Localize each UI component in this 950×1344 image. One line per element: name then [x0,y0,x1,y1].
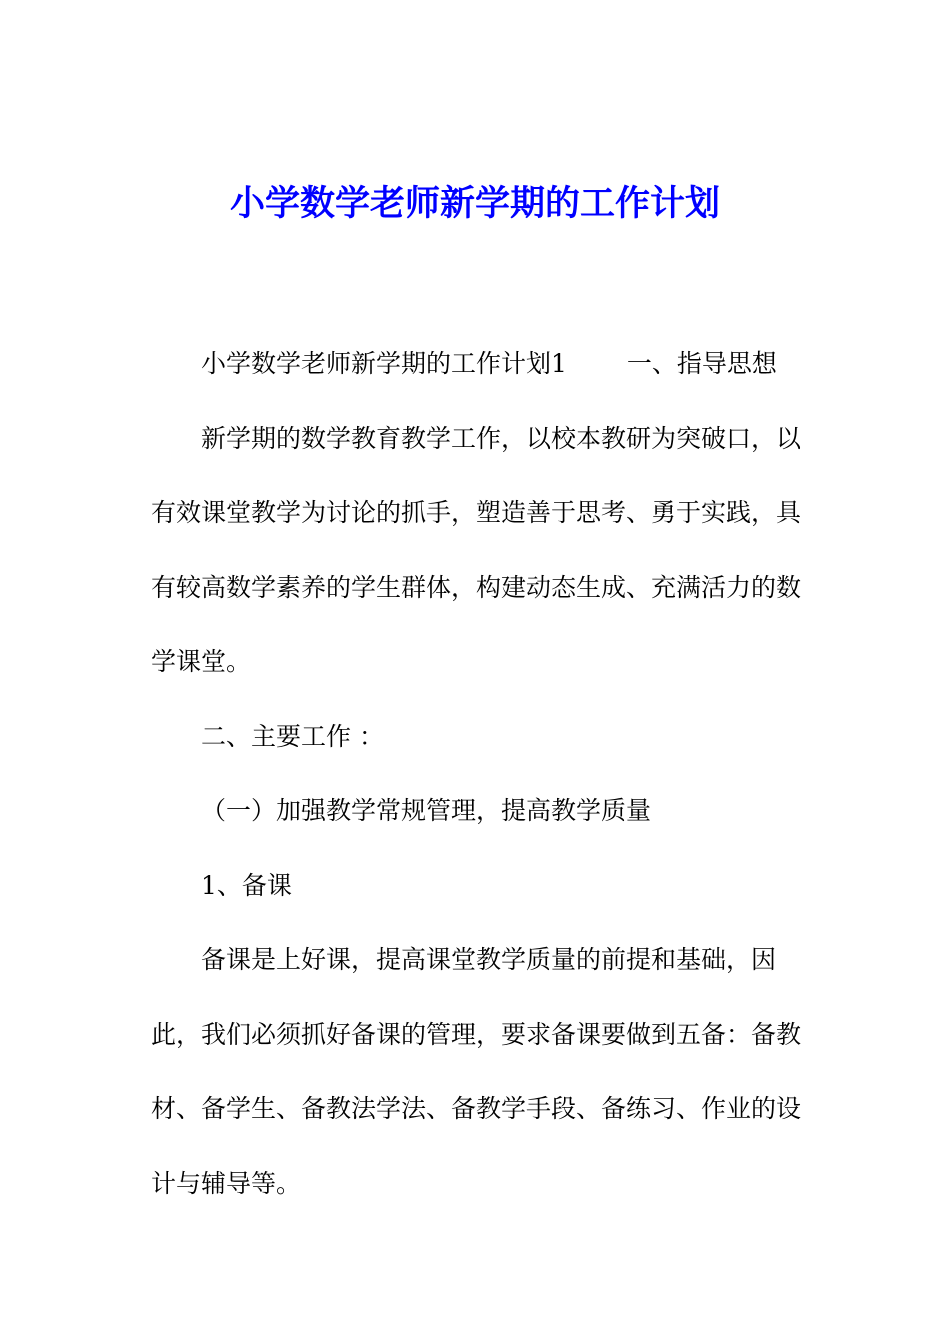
paragraph-heading-guiding-thought [151,327,801,402]
paragraph-guiding-thought: 新学期的数学教育教学工作，以校本教研为突破口，以有效课堂教学为讨论的抓手，塑造善于思考、勇于实践，具有较高数学素养的学生群体，构建动态生成、充满活力的数学课堂。 [151,423,802,676]
document-body [151,327,801,1221]
item-heading-lesson-prep: 1、备课 [201,870,292,900]
document-title: 小学数学老师新学期的工作计划 [229,183,720,224]
plan-heading: 小学数学老师新学期的工作计划1 [201,349,567,378]
paragraph-lesson-prep: 备课是上好课，提高课堂教学质量的前提和基础，因此，我们必须抓好备课的管理，要求备课要做到五备：备教材、备学生、备教法学法、备教学手段、备练习、作业的设计与辅导等。 [151,945,802,1198]
subsection-heading-teaching-management: （一）加强教学常规管理，提高教学质量 [201,796,652,825]
section-heading-guiding-thought: 一、指导思想 [626,349,777,378]
section-heading-main-work: 二、主要工作 ： [201,721,384,751]
